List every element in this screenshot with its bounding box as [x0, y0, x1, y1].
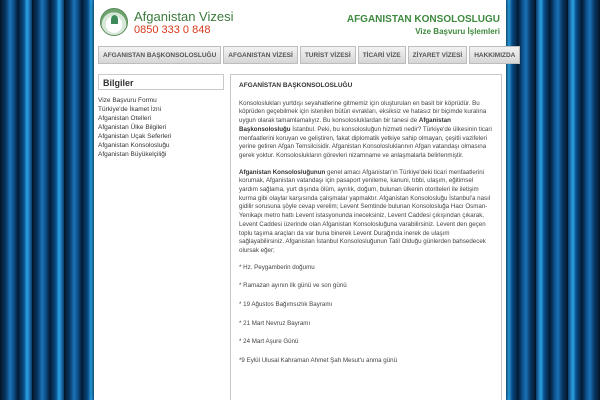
holiday-item: * 19 Ağustos Bağımsızlık Bayramı — [239, 301, 333, 309]
content-heading: AFGANİSTAN BAŞKONSOLOSLUĞU — [239, 82, 353, 89]
sidebar-link-vize-basvuru-formu[interactable]: Vize Başvuru Formu — [98, 97, 157, 104]
page-container — [94, 0, 516, 400]
header-right-subtitle: Vize Başvuru İşlemleri — [415, 27, 500, 36]
site-header — [94, 0, 506, 42]
main-content — [230, 74, 502, 400]
holiday-item: * 21 Mart Nevruz Bayramı — [239, 319, 311, 327]
holiday-item: * 24 Mart Aşure Günü — [239, 338, 299, 346]
sidebar-link-ulke-bilgileri[interactable]: Afganistan Ülke Bilgileri — [98, 124, 167, 131]
sidebar-link-ucak-seferleri[interactable]: Afganistan Uçak Seferleri — [98, 133, 172, 140]
content-paragraph-2 — [239, 169, 493, 256]
sidebar-link-konsoloslugu[interactable]: Afganistan Konsolosluğu — [98, 142, 170, 149]
content-paragraph-1 — [239, 100, 493, 161]
paragraph-1-text: Konsoloslukları yurtdışı seyahatlerine gitmemiz için oluşturulan en basit bir köprüdür. Bu köprüden geçebilmek için istenilen bütün evrakları, eksiksiz ve hatasız bir biçimde kuralına uygun olarak tamamlamalıyız. Bu konsolosluklardan bir tanesi de — [239, 99, 487, 125]
header-right-title: AFGANISTAN KONSOLOSLUGU — [346, 14, 500, 25]
sidebar — [98, 74, 224, 164]
holiday-item: *9 Eylül Ulusal Kahraman Ahmet Şah Mesut'u anma günü — [239, 357, 398, 365]
paragraph-2-text: genel amacı Afganistan'ın Türkiye'deki ticari menfaatlerini korumak, Afganistan vatandaşı için pasaport yenileme, kanuni, tıbbi, ulaşım, eğitimsel yardım sağlama, yurt dışında ölüm, ayrılık, doğum, bulunan ülkenin otoriteleri ile iletişim kurma gibi olaylar karşısında çalışmalar yapmaktır. Afganistan Konsolosluğu İstanbul'a nasıl gidilir sorusuna şöyle cevap verelim; Levent Semtinde bulunan Konsolosluğa Hacı Osman- Yenikapı metro hattı Levent istasyonunda ineceksiniz, Levent Caddesi çıkışından çıkarak, Levent Caddesi üzerinde olan Afganistan Konsolosluğuna varabilirsiniz. Levent den geçen toplu taşıma araçları da var buna binerek Levent Durağında inerek de ulaşım sağlayabilirsiniz. Afganistan İstanbul Konsolosluğunun Tatil Olduğu günlerden bahsedecek olursak eğer; — [239, 168, 491, 254]
paragraph-1-text-end: İstanbul. Peki, bu konsolosluğun hizmeti nedir? Türkiye'de ülkesinin ticari menfaatlerini koruyan ve geliştiren, fakat diplomatik yetkiye sahip olmayan, çeşitli vazifeleri yerine getiren Afgan Temsilcisidir. Afganistan Konsolosluklarının Afgan vatandaşı olmasına gerek yoktur. Konsoloslukların görevleri nizamname ve anlaşmalarla belirlenmiştir. — [239, 125, 492, 159]
sidebar-link-ikamet-izni[interactable]: Türkiye'de İkamet İzni — [98, 106, 162, 113]
site-phone: 0850 333 0 848 — [134, 24, 211, 36]
background-left-stripes — [0, 0, 100, 400]
paragraph-2-bold: Afganistan Konsolosluğunun — [239, 168, 326, 176]
sidebar-title: Bilgiler — [98, 74, 224, 90]
mosque-logo-icon[interactable] — [100, 8, 128, 36]
paragraph-1-bold: Afganistan Başkonsolosluğu — [239, 117, 451, 133]
site-title[interactable]: Afganistan Vizesi — [134, 9, 234, 24]
nav-item-baskonsoloslugu[interactable]: AFGANISTAN BAŞKONSOLOSLUĞU — [98, 46, 221, 64]
sidebar-link-otelleri[interactable]: Afganistan Otelleri — [98, 115, 152, 122]
nav-item-ziyaret-vizesi[interactable]: ZİYARET VİZESİ — [408, 46, 468, 64]
nav-item-hakkimizda[interactable]: HAKKIMIZDA — [469, 46, 520, 64]
sidebar-list — [98, 96, 224, 159]
nav-item-afganistan-vizesi[interactable]: AFGANISTAN VİZESİ — [223, 46, 298, 64]
holiday-item: * Hz. Peygamberin doğumu — [239, 263, 315, 271]
nav-item-turist-vizesi[interactable]: TURİST VİZESİ — [300, 46, 356, 64]
main-nav — [98, 46, 516, 64]
nav-item-ticari-vize[interactable]: TİCARİ VİZE — [358, 46, 406, 64]
sidebar-link-buyukelciligi[interactable]: Afganistan Büyükelçiliği — [98, 151, 167, 158]
holiday-item: * Ramazan ayının ilk günü ve son günü — [239, 282, 347, 290]
